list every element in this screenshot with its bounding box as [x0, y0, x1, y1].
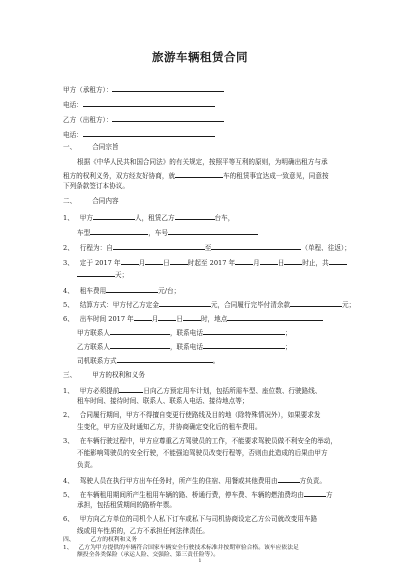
contact-b-end: ；: [284, 343, 292, 351]
s3-item-1-line-2: 租车时间、接待时间、联系人、联系人电话、接待地点等；: [77, 397, 249, 405]
location-blank[interactable]: [227, 313, 323, 321]
start-month-blank[interactable]: [121, 257, 139, 265]
s2-start-year: 定于 2017 年: [79, 259, 121, 267]
s3-item-6-a: 甲方向乙方单位的司机个人私下订车或私下与司机协商设定乙方公司就改变用车路: [79, 515, 318, 523]
party-b-line: [63, 114, 224, 125]
s3-item-1: [63, 385, 321, 396]
s2-item-5-number: 5、: [63, 301, 74, 309]
departure-hour-blank[interactable]: [183, 313, 201, 321]
section-3-title: 甲方的权利和义务: [92, 371, 145, 379]
s2-item-1-row-2: [77, 227, 258, 238]
route-from-blank[interactable]: [113, 242, 205, 250]
plate-number-blank[interactable]: [168, 227, 258, 235]
contact-a-phone-blank[interactable]: [203, 327, 285, 335]
s2-item-4: [63, 285, 180, 296]
s2-item-1-number: 1、: [63, 214, 74, 222]
s3-item-6-line-2: 线或用车性质的，乙方不承担任何法律责任。: [77, 527, 209, 535]
s2-item-4-number: 4、: [63, 287, 74, 295]
s3-item-3-line-2: 不能影响驾驶员的安全行驶，不能强迫驾驶员改变行程等，否则由此造成的后果由甲方: [77, 449, 328, 457]
section-4-number: 四、: [63, 537, 75, 543]
s2-item-3: [63, 257, 347, 268]
s3-item-3-line-3: 负责。: [77, 461, 97, 469]
total-days-blank[interactable]: [329, 257, 347, 265]
s2-departure-year: 出车时间 2017 年: [79, 315, 134, 323]
section-1-text-2b: 车的租赁事宜达成一致意见，同意按: [223, 172, 329, 180]
s3-item-5-number: 5、: [63, 491, 74, 499]
s2-item-6: [63, 313, 323, 324]
s2-item-2-number: 2、: [63, 244, 74, 252]
section-3-number: 三、: [63, 371, 77, 379]
s2-item-6-number: 6、: [63, 315, 74, 323]
s3-item-5-line-2: 承担，包括租赁期间的路桥年票。: [77, 501, 176, 509]
expense-party-blank[interactable]: [278, 475, 300, 483]
route-to-blank[interactable]: [211, 242, 301, 250]
phone-b-blank[interactable]: [83, 129, 215, 137]
s2-start-day-label: 日: [163, 259, 170, 267]
end-month-blank[interactable]: [235, 257, 253, 265]
party-a-line: [63, 84, 224, 95]
driver-contact-blank[interactable]: [117, 355, 213, 363]
car-count-blank[interactable]: [175, 212, 215, 220]
driver-contact-line: [77, 355, 219, 366]
s2-route-from-label: 行程为：自: [79, 244, 113, 252]
party-a-label: 甲方（承租方）：: [63, 86, 113, 94]
end-day-blank[interactable]: [260, 257, 278, 265]
s2-location-label: 时，地点: [200, 315, 228, 323]
deposit-blank[interactable]: [159, 299, 211, 307]
section-1-number: 一、: [63, 143, 77, 151]
s3-item-4: [63, 475, 326, 486]
s3-item-6: [63, 515, 317, 524]
s2-start-month-label: 月: [138, 259, 146, 267]
s2-item-5: [63, 299, 355, 310]
s4-item-1: [63, 545, 299, 552]
section-1-heading: [63, 143, 119, 152]
contact-b-name-blank[interactable]: [110, 341, 170, 349]
car-model-blank[interactable]: [90, 227, 148, 235]
s2-car-model-label: 车型: [77, 229, 91, 237]
section-3-heading: [63, 371, 145, 380]
phone-b-line: [63, 129, 215, 140]
s2-item-1: [63, 212, 234, 223]
total-days-blank-2[interactable]: [77, 269, 115, 277]
section-1-text-1: 根据《中华人民共和国合同法》的有关规定，按照平等互利的原则，为明确出租方与承: [77, 158, 328, 166]
phone-a-line: [63, 99, 215, 110]
s2-end-year: 时起至 2017 年: [187, 259, 236, 267]
section-1-text-2a: 租方的权利义务，双方经友好协商，就: [63, 172, 176, 180]
s2-end-month-label: 月: [253, 259, 260, 267]
page-number: 1: [198, 558, 202, 564]
balance-blank[interactable]: [290, 299, 342, 307]
section-1-text-2: [63, 170, 329, 181]
phone-b-label: 电话：: [63, 131, 83, 139]
s3-item-5: [63, 489, 333, 500]
s3-item-1-b: 日向乙方预定用车计划，包括所需车型、座位数、行驶路线、: [143, 387, 322, 395]
departure-day-blank[interactable]: [158, 313, 176, 321]
s3-item-2-line-2: 生变化，甲方应及时通知乙方，并协商确定变化后的租车费用。: [77, 423, 262, 431]
s2-days-label: 天；: [115, 271, 129, 279]
s2-balance-unit: 元；: [342, 301, 356, 309]
driver-contact-label: 司机联系方式: [77, 357, 117, 365]
s3-item-2-number: 2、: [63, 411, 74, 419]
s2-trip-type: （单程、往返）；: [301, 244, 351, 252]
s3-item-4-number: 4、: [63, 477, 74, 485]
phone-a-blank[interactable]: [83, 99, 215, 107]
section-4-heading: [63, 537, 137, 544]
contact-a-end: ；: [284, 329, 292, 337]
s2-item-3-number: 3、: [63, 259, 74, 267]
party-b-label: 乙方（出租方）：: [63, 116, 113, 124]
s2-item-1-a: 甲方: [79, 214, 93, 222]
s4-item-1-line-2: 额投全各类保险（承运人险、交强险、第三责任险等）。: [77, 552, 220, 558]
s3-item-2-a: 合同履行期间，甲方不得擅自变更行使路线及目的地（除特殊情况外），如果要求发: [79, 411, 321, 419]
contact-a-phone-label: ，联系电话: [169, 329, 203, 337]
s3-item-6-number: 6、: [63, 515, 74, 523]
s2-item-1-c: 台车，: [214, 214, 235, 222]
s4-item-1-number: 1、: [63, 545, 73, 551]
s2-fee-unit: 元/台；: [158, 287, 181, 295]
contact-b-label: 乙方联系人: [77, 343, 110, 351]
end-hour-blank[interactable]: [284, 257, 302, 265]
contact-b-phone-blank[interactable]: [203, 341, 285, 349]
s3-item-5-b: 方: [325, 491, 333, 499]
s2-route-to-label: 至: [204, 244, 212, 252]
s3-item-3-number: 3、: [63, 437, 74, 445]
party-a-blank[interactable]: [112, 84, 224, 92]
start-day-blank[interactable]: [145, 257, 163, 265]
s3-item-2: [63, 411, 320, 420]
s4-item-1-a: 乙方为甲方提供的车辆符合国家车辆安全行驶技术标准并按期审验合格。该车应依法足: [78, 545, 299, 551]
section-1-title: 合同宗旨: [92, 143, 119, 151]
contact-b-line: [77, 341, 292, 352]
section-2-number: 二、: [63, 197, 77, 205]
section-2-title: 合同内容: [92, 197, 119, 205]
section-1-text-3: 下列条款签订本协议。: [63, 182, 129, 190]
contact-a-label: 甲方联系人: [77, 329, 110, 337]
rental-fee-blank[interactable]: [106, 285, 158, 293]
s3-item-5-a: 在车辆租用期间所产生租用车辆的路、桥通行费，停车费、车辆的燃油费均由: [79, 491, 304, 499]
section-2-heading: [63, 197, 119, 206]
s3-item-3-a: 在车辆行驶过程中，甲方应尊重乙方驾驶员的工作，不能要求驾驶员做不利安全的举动，: [79, 437, 337, 445]
s3-item-4-b: 方负责。: [299, 477, 326, 485]
people-count-blank[interactable]: [93, 212, 135, 220]
s3-item-3: [63, 437, 337, 446]
contact-a-name-blank[interactable]: [110, 327, 170, 335]
driver-contact-end: 。: [212, 357, 220, 365]
document-title: 旅游车辆租赁合同: [152, 50, 248, 64]
advance-days-blank[interactable]: [119, 385, 143, 393]
s2-item-3-row-2: [77, 269, 128, 280]
s2-fee-label: 租车费用: [79, 287, 107, 295]
s2-balance-label: 元，合同履行完毕付清余款: [210, 301, 291, 309]
toll-party-blank[interactable]: [304, 489, 326, 497]
s3-item-1-a: 甲方必须提前: [79, 387, 120, 395]
s2-plate-label: ，车号: [148, 229, 168, 237]
section-4-title: 乙方的权利和义务: [90, 537, 137, 543]
contact-a-line: [77, 327, 292, 338]
phone-a-label: 电话：: [63, 101, 83, 109]
contact-b-phone-label: ，联系电话: [169, 343, 203, 351]
car-type-blank[interactable]: [175, 170, 223, 178]
s3-item-1-number: 1、: [63, 387, 74, 395]
s2-item-2: [63, 242, 351, 253]
departure-month-blank[interactable]: [134, 313, 152, 321]
s3-item-4-a: 驾驶人员在执行甲方出车任务时，所产生的住宿、用餐或其他费用由: [79, 477, 278, 485]
s2-deposit-label: 结算方式：甲方付乙方定金: [79, 301, 159, 309]
s2-item-1-b: 人，租赁乙方: [134, 214, 175, 222]
s2-end-day-label: 日: [277, 259, 285, 267]
s2-departure-day-label: 日: [176, 315, 183, 323]
s2-total-label: 时止，共: [302, 259, 329, 267]
start-hour-blank[interactable]: [170, 257, 188, 265]
party-b-blank[interactable]: [112, 114, 224, 122]
s2-departure-month-label: 月: [151, 315, 159, 323]
